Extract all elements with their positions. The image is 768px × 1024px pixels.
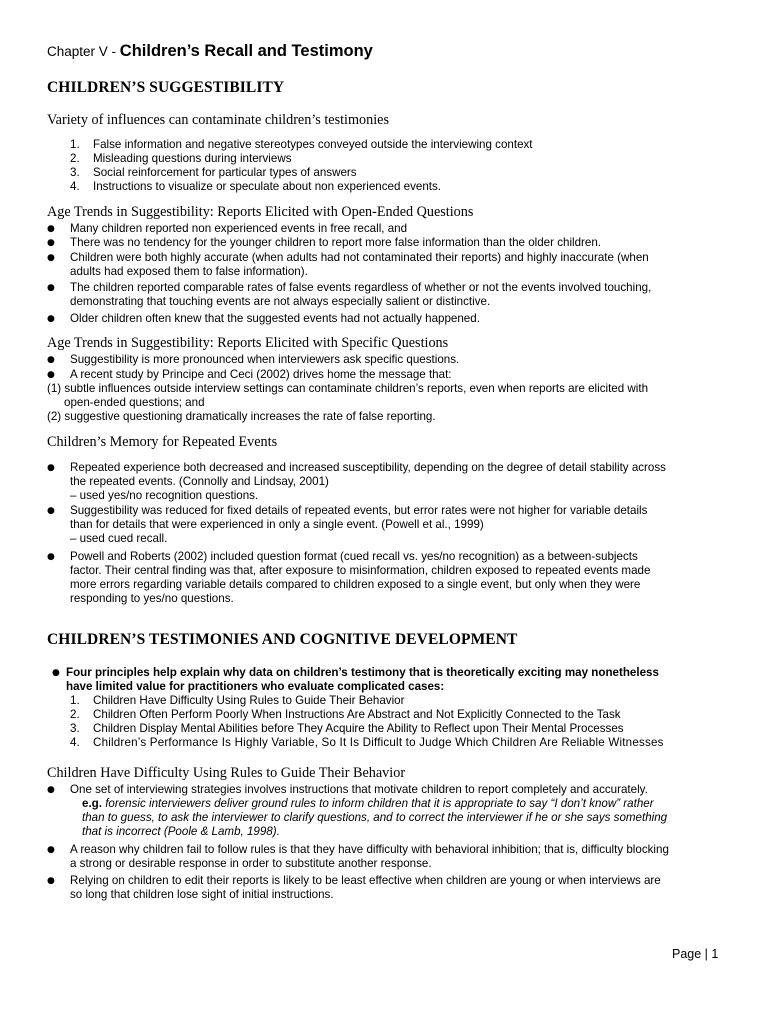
bullet-text: – used yes/no recognition questions. [70,489,259,502]
list-number: 3. [70,722,80,735]
bullet-icon: ● [47,785,55,795]
chapter-title [47,42,373,61]
bullet-text: Older children often knew that the suggested events had not actually happened. [70,312,480,325]
list-item: Children Have Difficulty Using Rules to Guide Their Behavior [93,694,405,707]
list-number: 2. [70,152,80,165]
bullet-icon: ● [47,463,55,473]
bullet-icon: ● [52,668,60,678]
list-item: Misleading questions during interviews [93,152,292,165]
list-item: Instructions to visualize or speculate about non experienced events. [93,180,442,193]
numbered-text: open-ended questions; and [64,396,205,409]
example-text: than to guess, to ask the interviewer to clarify questions, and to correct the interviewer if he or she says something [82,811,668,824]
list-number: 2. [70,708,80,721]
section-heading-suggestibility: CHILDREN’S SUGGESTIBILITY [47,79,285,96]
bullet-text: so long that children lose sight of initial instructions. [70,888,334,901]
list-item: Children’s Performance Is Highly Variable, So It Is Difficult to Judge Which Children Are Reliable Witnesses [93,736,664,749]
bullet-text: Relying on children to edit their reports is likely to be least effective when children are young or when interviews are [70,874,661,887]
bullet-text: adults had exposed them to false information). [70,265,308,278]
bullet-text: more errors regarding variable details compared to children exposed to a single event, but only when they were [70,578,641,591]
list-item: Social reinforcement for particular types of answers [93,166,357,179]
bullet-text: – used cued recall. [70,532,168,545]
example-body: forensic interviewers deliver ground rules to inform children that it is appropriate to say “I don’t know” rather [101,797,654,810]
subheading-repeated-events: Children’s Memory for Repeated Events [47,434,278,450]
subheading-rules: Children Have Difficulty Using Rules to Guide Their Behavior [47,765,406,781]
list-number: 4. [70,736,80,749]
list-number: 1. [70,694,80,707]
bullet-icon: ● [47,845,55,855]
bullet-text: Children were both highly accurate (when adults had not contaminated their reports) and highly inaccurate (when [70,251,649,264]
bullet-icon: ● [47,253,55,263]
bullet-icon: ● [47,876,55,886]
bullet-text: Repeated experience both decreased and increased susceptibility, depending on the degree of detail stability across [70,461,666,474]
bullet-text: There was no tendency for the younger children to report more false information than the older children. [70,236,602,249]
bullet-text: One set of interviewing strategies involves instructions that motivate children to report completely and accurately. [70,783,648,796]
bullet-text: responding to yes/no questions. [70,592,234,605]
subheading-open-ended: Age Trends in Suggestibility: Reports Elicited with Open-Ended Questions [47,204,474,220]
bullet-icon: ● [47,283,55,293]
numbered-text: (1) subtle influences outside interview settings can contaminate children’s reports, even when reports are elicited with [47,382,649,395]
bullet-text: Suggestibility was reduced for fixed details of repeated events, but error rates were not higher for variable details [70,504,648,517]
bullet-text: A recent study by Principe and Ceci (2002) drives home the message that: [70,368,452,381]
bullet-icon: ● [47,314,55,324]
bullet-icon: ● [47,238,55,248]
bullet-text: than for details that were experienced in only a single event. (Powell et al., 1999) [70,518,484,531]
list-number: 4. [70,180,80,193]
subheading-influences: Variety of influences can contaminate children’s testimonies [47,112,389,128]
bullet-text: Suggestibility is more pronounced when interviewers ask specific questions. [70,353,460,366]
bullet-text: A reason why children fail to follow rules is that they have difficulty with behavioral inhibition; that is, difficulty blocking [70,843,669,856]
bullet-text: the repeated events. (Connolly and Lindsay, 2001) [70,475,329,488]
example-text: that is incorrect (Poole & Lamb, 1998). [82,825,280,838]
chapter-prefix: Chapter V - [47,44,120,59]
bullet-icon: ● [47,552,55,562]
numbered-text: (2) suggestive questioning dramatically increases the rate of false reporting. [47,410,436,423]
subheading-specific: Age Trends in Suggestibility: Reports Elicited with Specific Questions [47,335,449,351]
lead-text: Four principles help explain why data on children’s testimony that is theoretically exciting may nonetheless [66,666,659,679]
bullet-text: factor. Their central finding was that, after exposure to misinformation, children exposed to repeated events made [70,564,651,577]
chapter-name: Children’s Recall and Testimony [119,42,373,60]
list-item: Children Display Mental Abilities before They Acquire the Ability to Reflect upon Their Mental Processes [93,722,624,735]
bullet-icon: ● [47,355,55,365]
bullet-text: Many children reported non experienced events in free recall, and [70,222,408,235]
page-number: Page | 1 [672,947,719,961]
lead-text: have limited value for practitioners who evaluate complicated cases: [66,680,445,693]
bullet-text: a strong or desirable response in order to substitute another response. [70,857,432,870]
example-text [82,797,654,811]
bullet-icon: ● [47,370,55,380]
bullet-text: Powell and Roberts (2002) included question format (cued recall vs. yes/no recognition) as a between-subjects [70,550,638,563]
bullet-icon: ● [47,224,55,234]
list-item: Children Often Perform Poorly When Instructions Are Abstract and Not Explicitly Connected to the Task [93,708,621,721]
list-item: False information and negative stereotypes conveyed outside the interviewing context [93,138,533,151]
bullet-text: The children reported comparable rates of false events regardless of whether or not the events involved touching, [70,281,652,294]
list-number: 3. [70,166,80,179]
bullet-text: demonstrating that touching events are not always especially salient or distinctive. [70,295,491,308]
section-heading-cognitive-development: CHILDREN’S TESTIMONIES AND COGNITIVE DEVELOPMENT [47,631,518,648]
example-label: e.g. [82,797,102,810]
list-number: 1. [70,138,80,151]
bullet-icon: ● [47,506,55,516]
